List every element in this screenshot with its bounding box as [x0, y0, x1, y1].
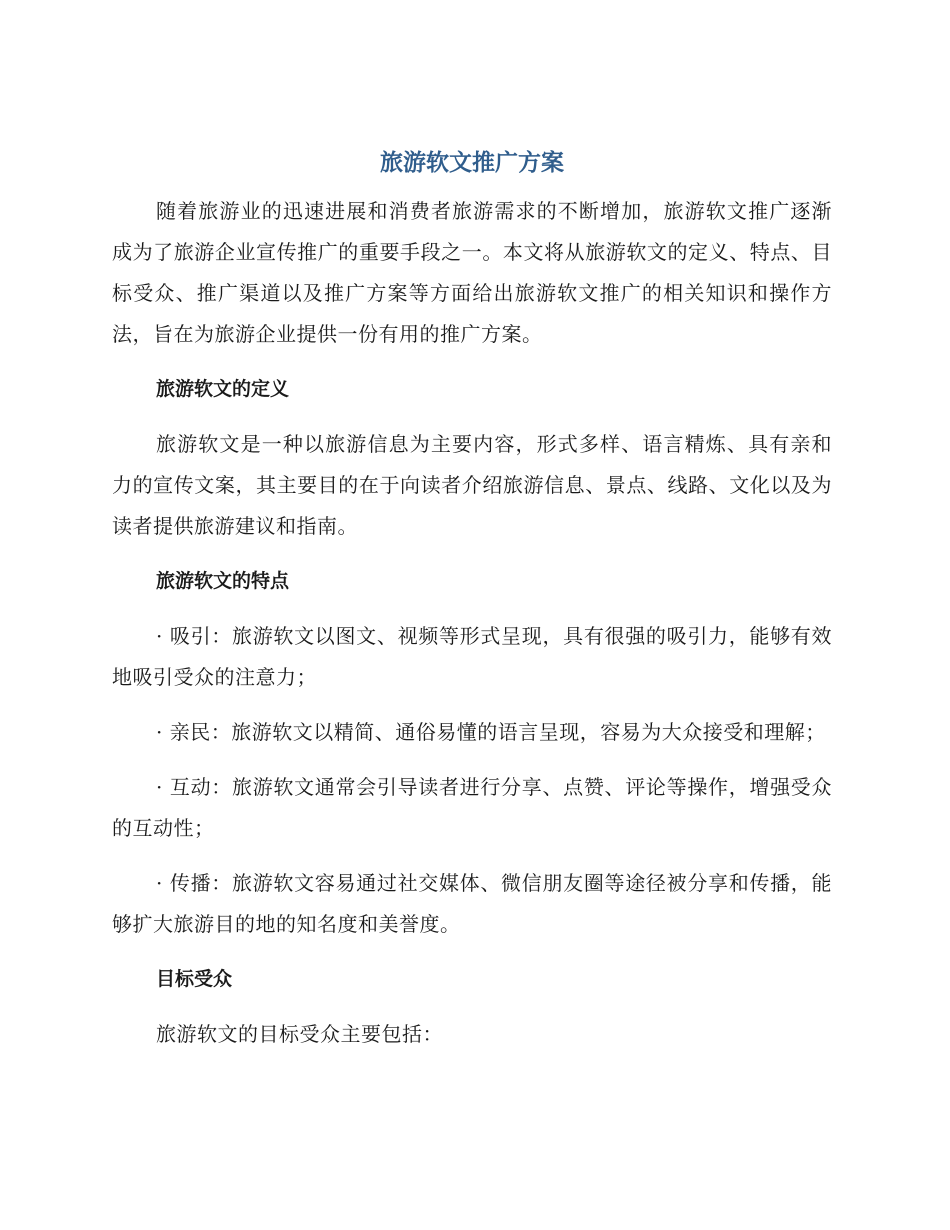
audience-paragraph: 旅游软文的目标受众主要包括：	[156, 1022, 443, 1046]
document-title: 旅游软文推广方案	[380, 150, 564, 176]
spacer	[112, 355, 832, 369]
feature-item-friendly: · 亲民：旅游软文以精简、通俗易懂的语言呈现，容易为大众接受和理解；	[156, 720, 826, 744]
spacer	[112, 1000, 832, 1014]
section-heading-audience: 目标受众	[156, 968, 233, 990]
section-heading-definition: 旅游软文的定义	[156, 378, 290, 400]
feature-item-interactive: · 互动：旅游软文通常会引导读者进行分享、点赞、评论等操作，增强受众的互动性；	[112, 775, 832, 840]
spacer	[112, 698, 832, 712]
spacer	[112, 849, 832, 863]
section-heading-features: 旅游软文的特点	[156, 570, 290, 592]
definition-paragraph: 旅游软文是一种以旅游信息为主要内容，形式多样、语言精炼、具有亲和力的宣传文案，其主要目的在于向读者介绍旅游信息、景点、线路、文化以及为读者提供旅游建议和指南。	[112, 432, 832, 538]
intro-paragraph: 随着旅游业的迅速进展和消费者旅游需求的不断增加，旅游软文推广逐渐成为了旅游企业宣传推广的重要手段之一。本文将从旅游软文的定义、特点、目标受众、推广渠道以及推广方案等方面给出旅游软文推广的相关知识和操作方法，旨在为旅游企业提供一份有用的推广方案。	[112, 199, 832, 346]
spacer	[112, 547, 832, 561]
spacer	[112, 945, 832, 959]
feature-item-spread: · 传播：旅游软文容易通过社交媒体、微信朋友圈等途径被分享和传播，能够扩大旅游目的地的知名度和美誉度。	[112, 871, 832, 936]
spacer	[112, 602, 832, 616]
document-page	[112, 143, 832, 1055]
feature-item-attract: · 吸引：旅游软文以图文、视频等形式呈现，具有很强的吸引力，能够有效地吸引受众的注意力；	[112, 624, 832, 689]
spacer	[112, 410, 832, 424]
spacer	[112, 753, 832, 767]
